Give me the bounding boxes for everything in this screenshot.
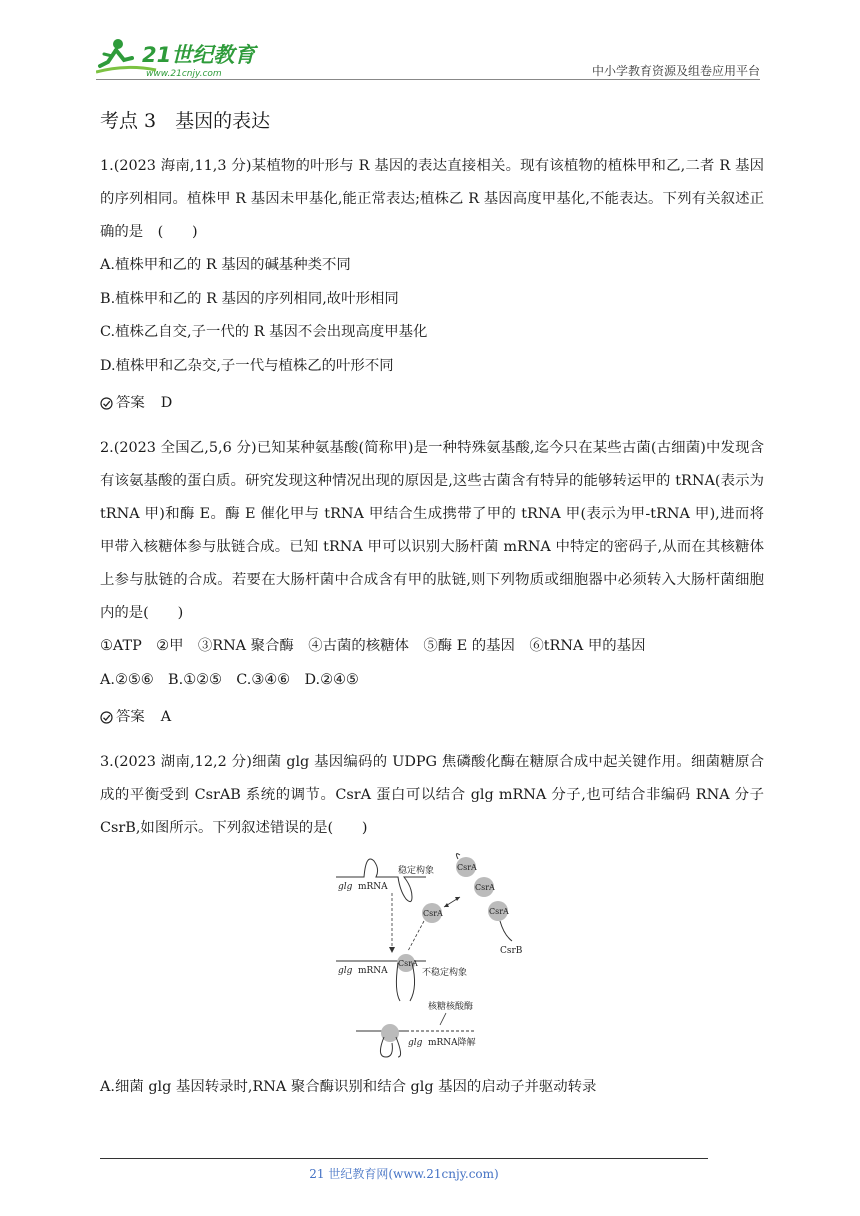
rnase-label: 核糖核酸酶 [428, 1002, 474, 1012]
answer-value: D [160, 395, 173, 411]
main-content [100, 108, 764, 1105]
option-a: A.植株甲和乙的 R 基因的碱基种类不同 [100, 257, 351, 273]
check-circle-icon [100, 711, 113, 724]
glg-label: glg [408, 1038, 423, 1048]
csra-label: CsrA [423, 909, 443, 918]
csra-label: CsrA [457, 863, 477, 872]
csra-label: CsrA [489, 907, 509, 916]
option-d: D.植株甲和乙杂交,子一代与植株乙的叶形不同 [100, 357, 394, 374]
question-stem: 2.(2023 全国乙,5,6 分)已知某种氨基酸(简称甲)是一种特殊氨基酸,迄今只在某些古菌(古细菌)中发现含有该氨基酸的蛋白质。研究发现这种情况出现的原因是,这些古菌含有特异的能够转运甲的 tRNA(表示为 tRNA 甲)和酶 E。酶 E 催化甲与 tRNA 甲结合生成携带了甲的 tRNA 甲(表示为甲-tRNA 甲),进而将甲带入核糖体参与肽链合成。已知 tRNA 甲可以识别大肠杆菌 mRNA 中特定的密码子,从而在其核糖体上参与肽链的合成。若要在大肠杆菌中合成含有甲的肽链,则下列物质或细胞器中必须转入大肠杆菌细胞内的是( ) [100, 440, 764, 621]
glg-label: glg [338, 966, 353, 976]
section-title: 考点 3 基因的表达 [100, 110, 271, 132]
items-line: ①ATP ②甲 ③RNA 聚合酶 ④古菌的核糖体 ⑤酶 E 的基因 ⑥tRNA 甲的基因 [100, 638, 646, 654]
answer-label: 答案 [116, 395, 145, 411]
option-b: B.植株甲和乙的 R 基因的序列相同,故叶形相同 [100, 290, 399, 307]
answer-line [100, 387, 764, 420]
footer-text[interactable]: 21 世纪教育网(www.21cnjy.com) [309, 1167, 499, 1181]
logo-main-text: 21世纪教育 [142, 43, 256, 67]
site-logo [96, 36, 266, 80]
question-stem: 1.(2023 海南,11,3 分)某植物的叶形与 R 基因的表达直接相关。现有该植物的植株甲和乙,二者 R 基因的序列相同。植株甲 R 基因未甲基化,能正常表达;植株乙 R 基因高度甲基化,不能表达。下列有关叙述正确的是 ( ) [100, 158, 764, 240]
choices-line: A.②⑤⑥ B.①②⑤ C.③④⑥ D.②④⑤ [100, 671, 359, 688]
unstable-conformation-label: 不稳定构象 [422, 968, 468, 978]
option-a: A.细菌 glg 基因转录时,RNA 聚合酶识别和结合 glg 基因的启动子并驱动转录 [100, 1079, 597, 1095]
check-circle-icon [100, 397, 113, 410]
mrna-label: mRNA [358, 882, 388, 892]
footer-divider [100, 1158, 708, 1159]
stable-conformation-label: 稳定构象 [398, 866, 435, 876]
glg-label: glg [338, 882, 353, 892]
mrna-degradation-label: mRNA降解 [428, 1038, 476, 1048]
answer-line [100, 701, 764, 734]
question-1 [100, 150, 764, 420]
csrb-label: CsrB [500, 946, 523, 956]
csra-label: CsrA [398, 959, 418, 968]
logo-url-text: www.21cnjy.com [146, 69, 222, 79]
csra-label: CsrA [475, 883, 495, 892]
csra-regulation-diagram [336, 851, 536, 1063]
option-c: C.植株乙自交,子一代的 R 基因不会出现高度甲基化 [100, 324, 428, 340]
header-tagline: 中小学教育资源及组卷应用平台 [591, 64, 760, 78]
answer-label: 答案 [116, 709, 145, 725]
question-3 [100, 746, 764, 1105]
answer-value: A [160, 709, 172, 725]
question-2 [100, 432, 764, 734]
mrna-label: mRNA [358, 966, 388, 976]
page-header [96, 36, 760, 82]
question-stem: 3.(2023 湖南,12,2 分)细菌 glg 基因编码的 UDPG 焦磷酸化酶在糖原合成中起关键作用。细菌糖原合成的平衡受到 CsrAB 系统的调节。CsrA 蛋白可以结合 glg mRNA 分子,也可结合非编码 RNA 分子 CsrB,如图所示。下列叙述错误的是( ) [100, 754, 764, 836]
header-divider [96, 79, 760, 80]
